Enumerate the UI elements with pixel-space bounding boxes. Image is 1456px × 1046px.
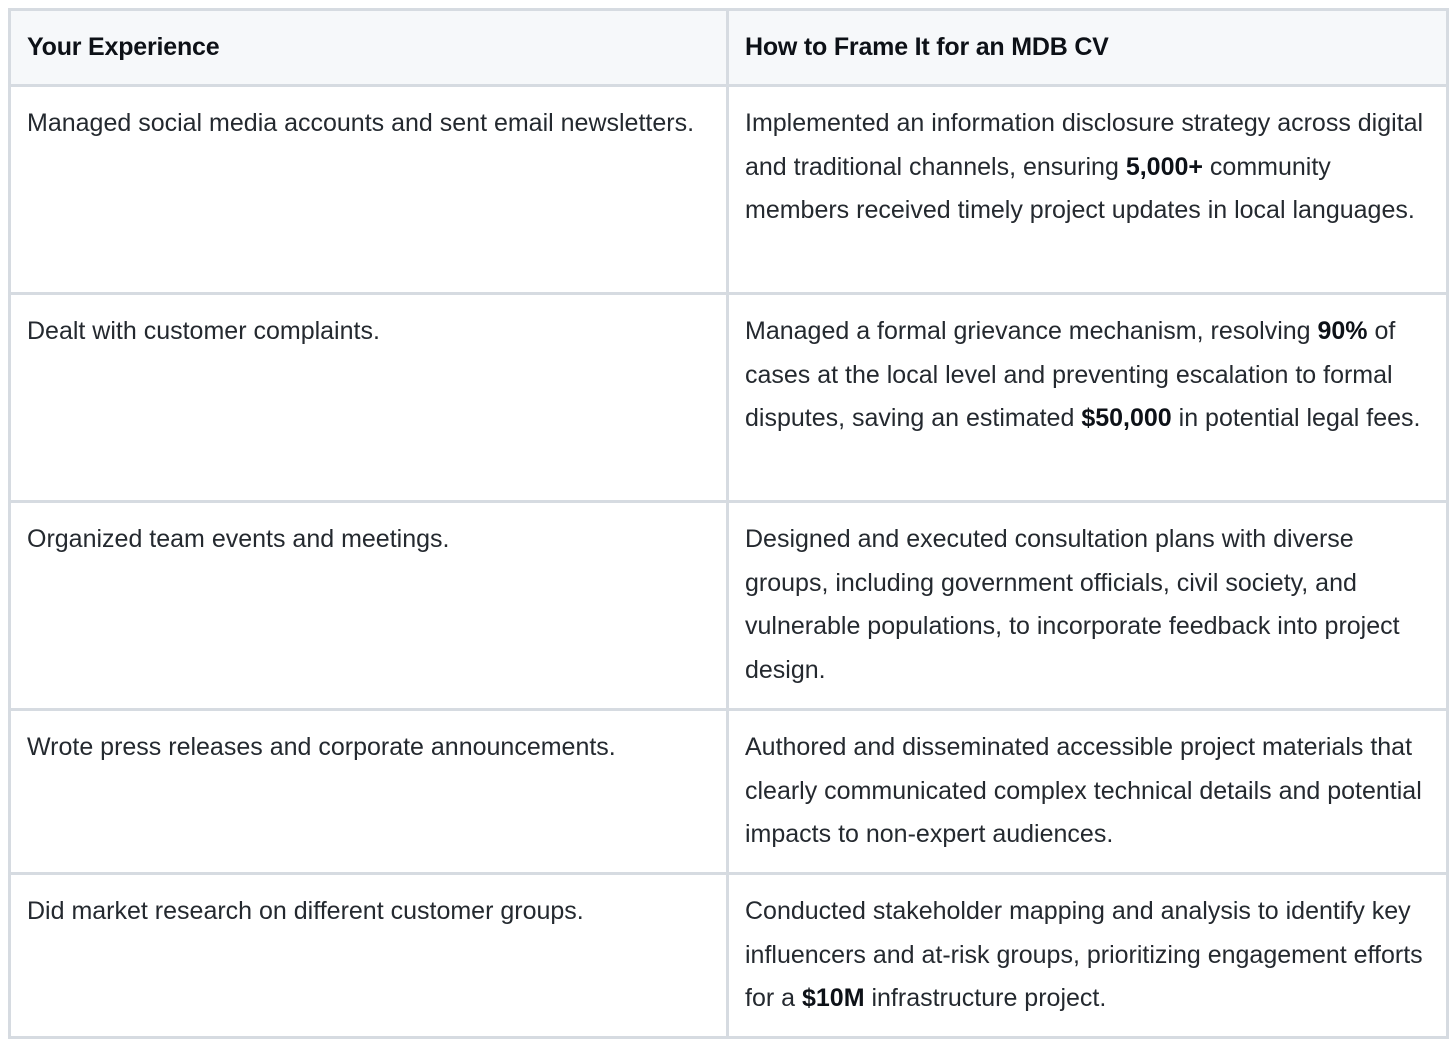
framing-metric: 90% xyxy=(1317,317,1368,345)
framing-text: in potential legal fees. xyxy=(1171,404,1421,432)
framing-cell xyxy=(728,86,1448,294)
experience-cell: Organized team events and meetings. xyxy=(10,502,728,710)
framing-text: Designed and executed consultation plans with diverse groups, including government officials, civil society, and vulnerable populations, to incorporate feedback into project design. xyxy=(745,525,1400,684)
experience-framing-table xyxy=(8,8,1449,1039)
framing-text: community members received timely project updates in local languages. xyxy=(745,152,1415,224)
table-row xyxy=(10,502,1448,710)
experience-cell: Wrote press releases and corporate announcements. xyxy=(10,710,728,874)
header-your-experience: Your Experience xyxy=(10,10,728,86)
framing-metric: 5,000+ xyxy=(1125,152,1203,181)
framing-text: Conducted stakeholder mapping and analysis to identify key influencers and at-risk groups, prioritizing engagement efforts for a xyxy=(745,897,1423,1012)
experience-cell: Did market research on different customer groups. xyxy=(10,874,728,1038)
framing-text: Implemented an information disclosure strategy across digital and traditional channels, ensuring xyxy=(745,109,1424,181)
framing-text: of cases at the local level and preventing escalation to formal disputes, saving an estimated xyxy=(745,317,1396,432)
comparison-table-container xyxy=(8,8,1446,1039)
framing-text: Managed a formal grievance mechanism, resolving xyxy=(745,317,1318,345)
table-row xyxy=(10,874,1448,1038)
experience-cell: Dealt with customer complaints. xyxy=(10,294,728,502)
framing-metric: $50,000 xyxy=(1081,404,1172,432)
experience-cell: Managed social media accounts and sent email newsletters. xyxy=(10,86,728,294)
framing-cell xyxy=(728,710,1448,874)
framing-metric: $10M xyxy=(801,984,865,1012)
framing-cell xyxy=(728,874,1448,1038)
framing-text: infrastructure project. xyxy=(864,984,1107,1012)
framing-cell xyxy=(728,294,1448,502)
table-row xyxy=(10,710,1448,874)
framing-cell xyxy=(728,502,1448,710)
header-how-to-frame: How to Frame It for an MDB CV xyxy=(728,10,1448,86)
table-header-row xyxy=(10,10,1448,86)
table-row xyxy=(10,86,1448,294)
table-row xyxy=(10,294,1448,502)
framing-text: Authored and disseminated accessible project materials that clearly communicated complex technical details and potential impacts to non-expert audiences. xyxy=(745,733,1422,848)
